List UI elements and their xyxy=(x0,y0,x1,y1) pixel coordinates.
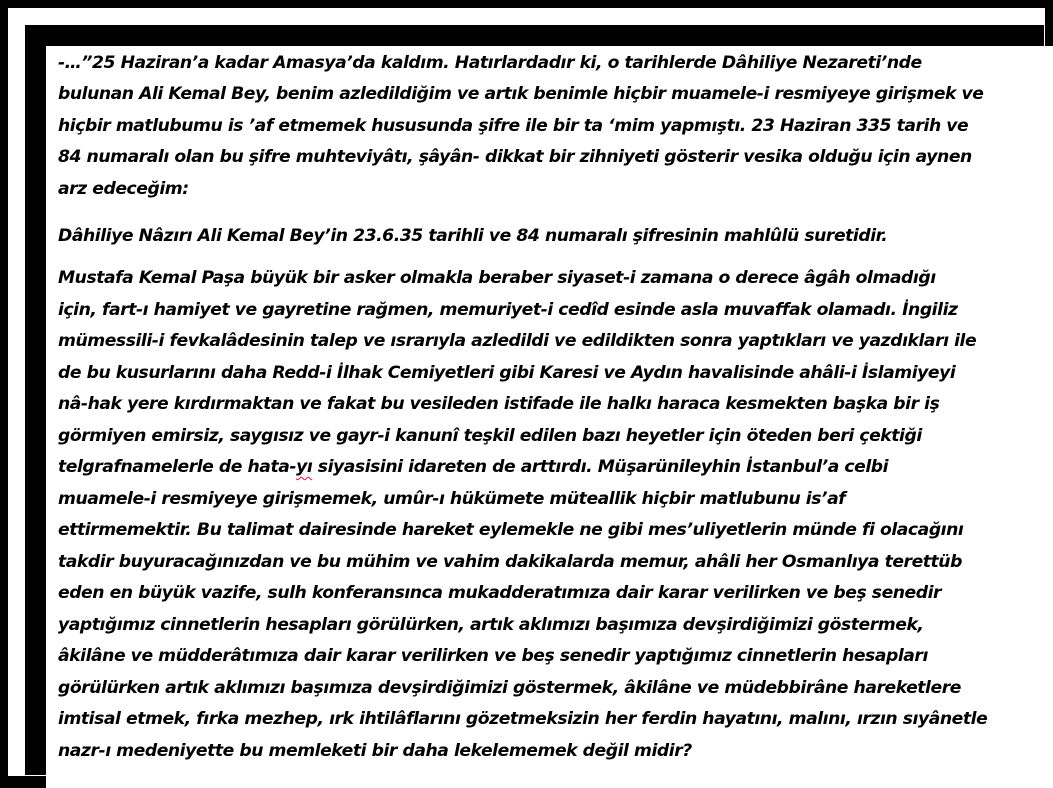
cipher-line-7-start: telgrafnamelerle de hata- xyxy=(58,457,297,477)
cipher-line-13: âkilâne ve müdderâtımıza dair karar verilirken ve beş senedir yaptığımız cinnetlerin hesapları xyxy=(58,646,928,666)
cipher-line-15: imtisal etmek, fırka mezhep, ırk ihtilâflarını gözetmeksizin her ferdin hayatını, malını, ırzın sıyânetle xyxy=(58,709,988,729)
inner-border-frame xyxy=(25,25,1044,775)
cipher-line-5: nâ-hak yere kırdırmaktan ve fakat bu vesileden istifade ile halkı haraca kesmekten başka bir iş xyxy=(58,394,940,414)
cipher-line-9: ettirmemektir. Bu talimat dairesinde hareket eylemekle ne gibi mes’uliyetlerin münde fi olacağını xyxy=(58,520,964,540)
cipher-line-12: yaptığımız cinnetlerin hesapları görülürken, artık aklımızı başımıza devşirdiğimizi göstermek, xyxy=(58,615,924,635)
cipher-heading: Dâhiliye Nâzırı Ali Kemal Bey’in 23.6.35 tarihli ve 84 numaralı şifresinin mahlûlü suretidir. xyxy=(58,226,888,246)
cipher-line-6: görmiyen emirsiz, saygısız ve gayr-i kanunî teşkil edilen bazı heyetler için öteden beri çektiği xyxy=(58,426,922,446)
cipher-line-16: nazr-ı medeniyette bu memleketi bir daha lekelememek değil midir? xyxy=(58,741,692,761)
intro-line-4: 84 numaralı olan bu şifre muhteviyâtı, şâyân- dikkat bir zihniyeti gösterir vesika olduğu için aynen xyxy=(58,147,972,167)
cipher-line-14: görülürken artık aklımızı başımıza devşirdiğimizi göstermek, âkilâne ve müdebbirâne hareketlere xyxy=(58,678,961,698)
cipher-line-10: takdir buyuracağınızdan ve bu mühim ve vahim dakikalarda memur, ahâli her Osmanlıya terettüb xyxy=(58,552,962,572)
intro-line-3: hiçbir matlubumu is ’af etmemek hususunda şifre ile bir ta ‘mim yapmıştı. 23 Haziran 335 tarih ve xyxy=(58,116,969,136)
cipher-line-2: için, fart-ı hamiyet ve gayretine rağmen, memuriyet-i cedîd esinde asla muvaffak olamadı. İngiliz xyxy=(58,300,958,320)
intro-line-5: arz edeceğim: xyxy=(58,179,189,199)
cipher-line-3: mümessili-i fevkalâdesinin talep ve ısrarıyla azledildi ve edildikten sonra yaptıkları ve yazdıkları ile xyxy=(58,331,977,351)
cipher-line-7-end: siyasisini idareten de arttırdı. Müşarünileyhin İstanbul’a celbi xyxy=(312,457,889,477)
spellcheck-marked-word[interactable]: yı xyxy=(296,457,313,477)
intro-line-1: -…”25 Haziran’a kadar Amasya’da kaldım. Hatırlardadır ki, o tarihlerde Dâhiliye Nezareti’nde xyxy=(58,53,922,73)
cipher-line-7 xyxy=(58,456,888,478)
cipher-line-1: Mustafa Kemal Paşa büyük bir asker olmakla beraber siyaset-i zamana o derece âgâh olmadığı xyxy=(58,268,936,288)
document-page xyxy=(46,46,1053,788)
cipher-line-4: de bu kusurlarını daha Redd-i İlhak Cemiyetleri gibi Karesi ve Aydın havalisinde ahâli-i İslamiyeyi xyxy=(58,363,956,383)
outer-border-frame xyxy=(8,8,1045,776)
cipher-line-8: muamele-i resmiyeye girişmemek, umûr-ı hükümete müteallik hiçbir matlubunu is’af xyxy=(58,489,846,509)
intro-line-2: bulunan Ali Kemal Bey, benim azledildiğim ve artık benimle hiçbir muamele-i resmiyeye girişmek ve xyxy=(58,84,984,104)
cipher-line-11: eden en büyük vazife, sulh konferansınca mukadderatımıza dair karar verilirken ve beş senedir xyxy=(58,583,942,603)
